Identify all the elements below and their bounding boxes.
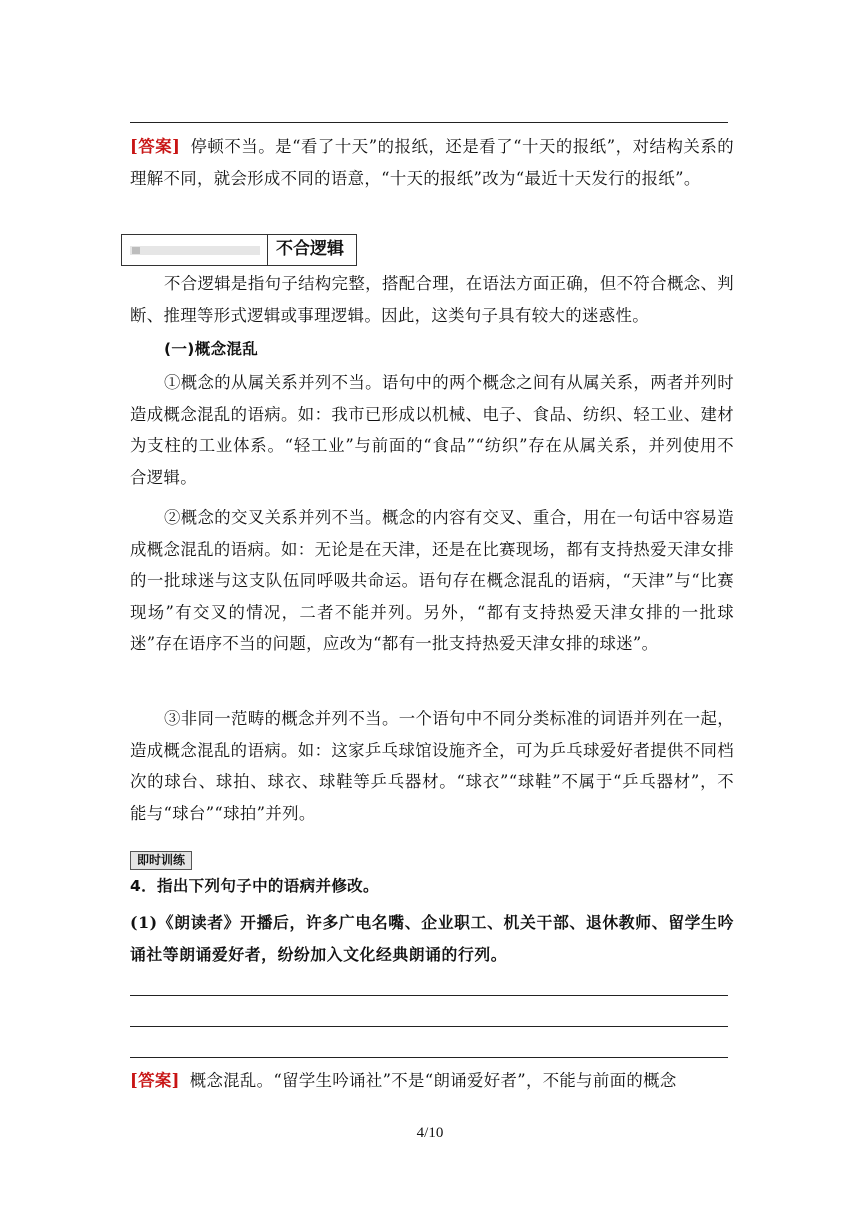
intro-paragraph: 不合逻辑是指句子结构完整，搭配合理，在语法方面正确，但不符合概念、判断、推理等形式逻辑或事理逻辑。因此，这类句子具有较大的迷惑性。 (130, 274, 734, 325)
answer-paragraph-2 (130, 1065, 734, 1097)
section-header-box (121, 234, 357, 266)
answer-label: [答案] (130, 1071, 180, 1090)
answer-paragraph-1 (130, 131, 734, 194)
answer-blank-line-1 (130, 995, 728, 996)
answer-line-top (130, 122, 728, 123)
answer-blank-line-2 (130, 1026, 728, 1027)
question-heading: 4．指出下列句子中的语病并修改。 (130, 877, 379, 895)
question-item-1: (1)《朗读者》开播后，许多广电名嘴、企业职工、机关干部、退休教师、留学生吟诵社等朗诵爱好者，纷纷加入文化经典朗诵的行列。 (130, 913, 734, 964)
practice-tag: 即时训练 (130, 851, 192, 870)
point-paragraph-3: ③非同一范畴的概念并列不当。一个语句中不同分类标准的词语并列在一起，造成概念混乱的语病。如：这家乒乓球馆设施齐全，可为乒乓球爱好者提供不同档次的球台、球拍、球衣、球鞋等乒乓器材。“球衣”“球鞋”不属于“乒乓器材”，不能与“球台”“球拍”并列。 (130, 709, 734, 823)
sub-heading: (一)概念混乱 (164, 340, 259, 358)
answer-text: 停顿不当。是“看了十天”的报纸，还是看了“十天的报纸”，对结构关系的理解不同，就会形成不同的语意，“十天的报纸”改为“最近十天发行的报纸”。 (130, 137, 734, 188)
page-number: 4/10 (416, 1125, 444, 1141)
answer-text: 概念混乱。“留学生吟诵社”不是“朗诵爱好者”，不能与前面的概念 (189, 1071, 677, 1090)
section-marker-icon (132, 247, 140, 254)
point-paragraph-1: ①概念的从属关系并列不当。语句中的两个概念之间有从属关系，两者并列时造成概念混乱的语病。如：我市已形成以机械、电子、食品、纺织、轻工业、建材为支柱的工业体系。“轻工业”与前面的“食品”“纺织”存在从属关系，并列使用不合逻辑。 (130, 373, 734, 487)
section-title: 不合逻辑 (276, 239, 344, 259)
point-paragraph-2: ②概念的交叉关系并列不当。概念的内容有交叉、重合，用在一句话中容易造成概念混乱的语病。如：无论是在天津，还是在比赛现场，都有支持热爱天津女排的一批球迷与这支队伍同呼吸共命运。语句存在概念混乱的语病，“天津”与“比赛现场”有交叉的情况，二者不能并列。另外，“都有支持热爱天津女排的一批球迷”存在语序不当的问题，应改为“都有一批支持热爱天津女排的球迷”。 (130, 508, 734, 653)
answer-blank-line-3 (130, 1057, 728, 1058)
section-decoration (122, 235, 268, 265)
answer-label: [答案] (130, 137, 181, 156)
